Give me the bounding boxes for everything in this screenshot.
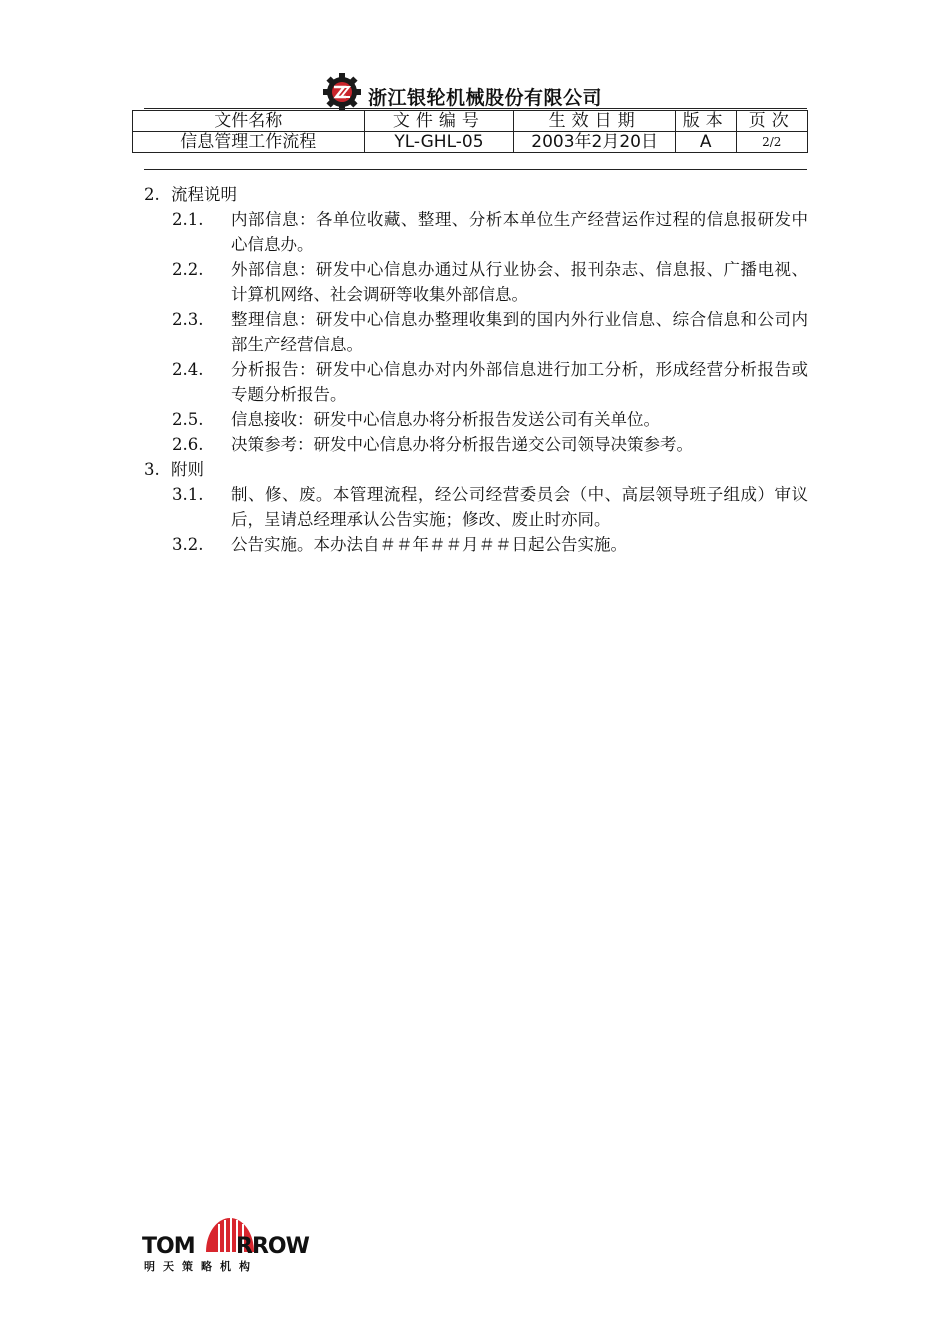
section-title: 附则 bbox=[171, 460, 204, 479]
header-rule bbox=[144, 108, 807, 109]
item-number: 2.4. bbox=[172, 360, 204, 379]
meta-value-page: 2/2 bbox=[736, 132, 807, 153]
meta-value-version: A bbox=[675, 132, 736, 153]
meta-value-date: 2003年2月20日 bbox=[514, 132, 676, 153]
item-number: 2.2. bbox=[172, 260, 204, 279]
list-item bbox=[172, 307, 808, 357]
meta-value-row bbox=[133, 132, 808, 153]
item-text: 分析报告：研发中心信息办对内外部信息进行加工分析，形成经营分析报告或专题分析报告。 bbox=[231, 360, 808, 404]
list-item bbox=[172, 257, 808, 307]
list-item bbox=[172, 532, 808, 557]
list-item bbox=[172, 432, 808, 457]
section-title: 流程说明 bbox=[171, 185, 237, 204]
meta-header-number: 文件编号 bbox=[364, 111, 514, 132]
list-item bbox=[172, 482, 808, 532]
list-item bbox=[172, 357, 808, 407]
gear-logo-icon bbox=[322, 72, 362, 112]
item-number: 2.1. bbox=[172, 210, 204, 229]
brand-text-right: RROW bbox=[236, 1234, 309, 1259]
section-heading bbox=[144, 182, 808, 207]
item-text: 公告实施。本办法自＃＃年＃＃月＃＃日起公告实施。 bbox=[231, 535, 627, 554]
meta-header-page: 页次 bbox=[736, 111, 807, 132]
document-header bbox=[322, 72, 602, 112]
section-number: 3. bbox=[144, 460, 160, 479]
section-heading bbox=[144, 457, 808, 482]
item-number: 2.5. bbox=[172, 410, 204, 429]
item-text: 内部信息：各单位收藏、整理、分析本单位生产经营运作过程的信息报研发中心信息办。 bbox=[231, 210, 808, 254]
item-text: 外部信息：研发中心信息办通过从行业协会、报刊杂志、信息报、广播电视、计算机网络、社会调研等收集外部信息。 bbox=[231, 260, 808, 304]
document-body bbox=[144, 182, 808, 557]
item-number: 3.1. bbox=[172, 485, 204, 504]
meta-header-date: 生效日期 bbox=[514, 111, 676, 132]
meta-value-name: 信息管理工作流程 bbox=[133, 132, 365, 153]
brand-subtitle: 明天策略机构 bbox=[144, 1260, 258, 1273]
document-meta-table bbox=[132, 110, 808, 153]
item-number: 3.2. bbox=[172, 535, 204, 554]
content-rule bbox=[144, 169, 807, 170]
item-number: 2.3. bbox=[172, 310, 204, 329]
company-name: 浙江银轮机械股份有限公司 bbox=[368, 86, 603, 109]
meta-header-row bbox=[133, 111, 808, 132]
item-number: 2.6. bbox=[172, 435, 204, 454]
item-text: 信息接收：研发中心信息办将分析报告发送公司有关单位。 bbox=[231, 410, 660, 429]
meta-header-version: 版本 bbox=[675, 111, 736, 132]
section-number: 2. bbox=[144, 185, 160, 204]
item-text: 制、修、废。本管理流程，经公司经营委员会（中、高层领导班子组成）审议后，呈请总经理承认公告实施；修改、废止时亦同。 bbox=[231, 485, 808, 529]
item-text: 整理信息：研发中心信息办整理收集到的国内外行业信息、综合信息和公司内部生产经营信息。 bbox=[231, 310, 808, 354]
tomorrow-brand-logo bbox=[142, 1210, 309, 1273]
list-item bbox=[172, 407, 808, 432]
item-text: 决策参考：研发中心信息办将分析报告递交公司领导决策参考。 bbox=[231, 435, 693, 454]
meta-value-number: YL-GHL-05 bbox=[364, 132, 514, 153]
list-item bbox=[172, 207, 808, 257]
meta-header-name: 文件名称 bbox=[133, 111, 365, 132]
brand-text-left: TOM bbox=[142, 1234, 195, 1259]
